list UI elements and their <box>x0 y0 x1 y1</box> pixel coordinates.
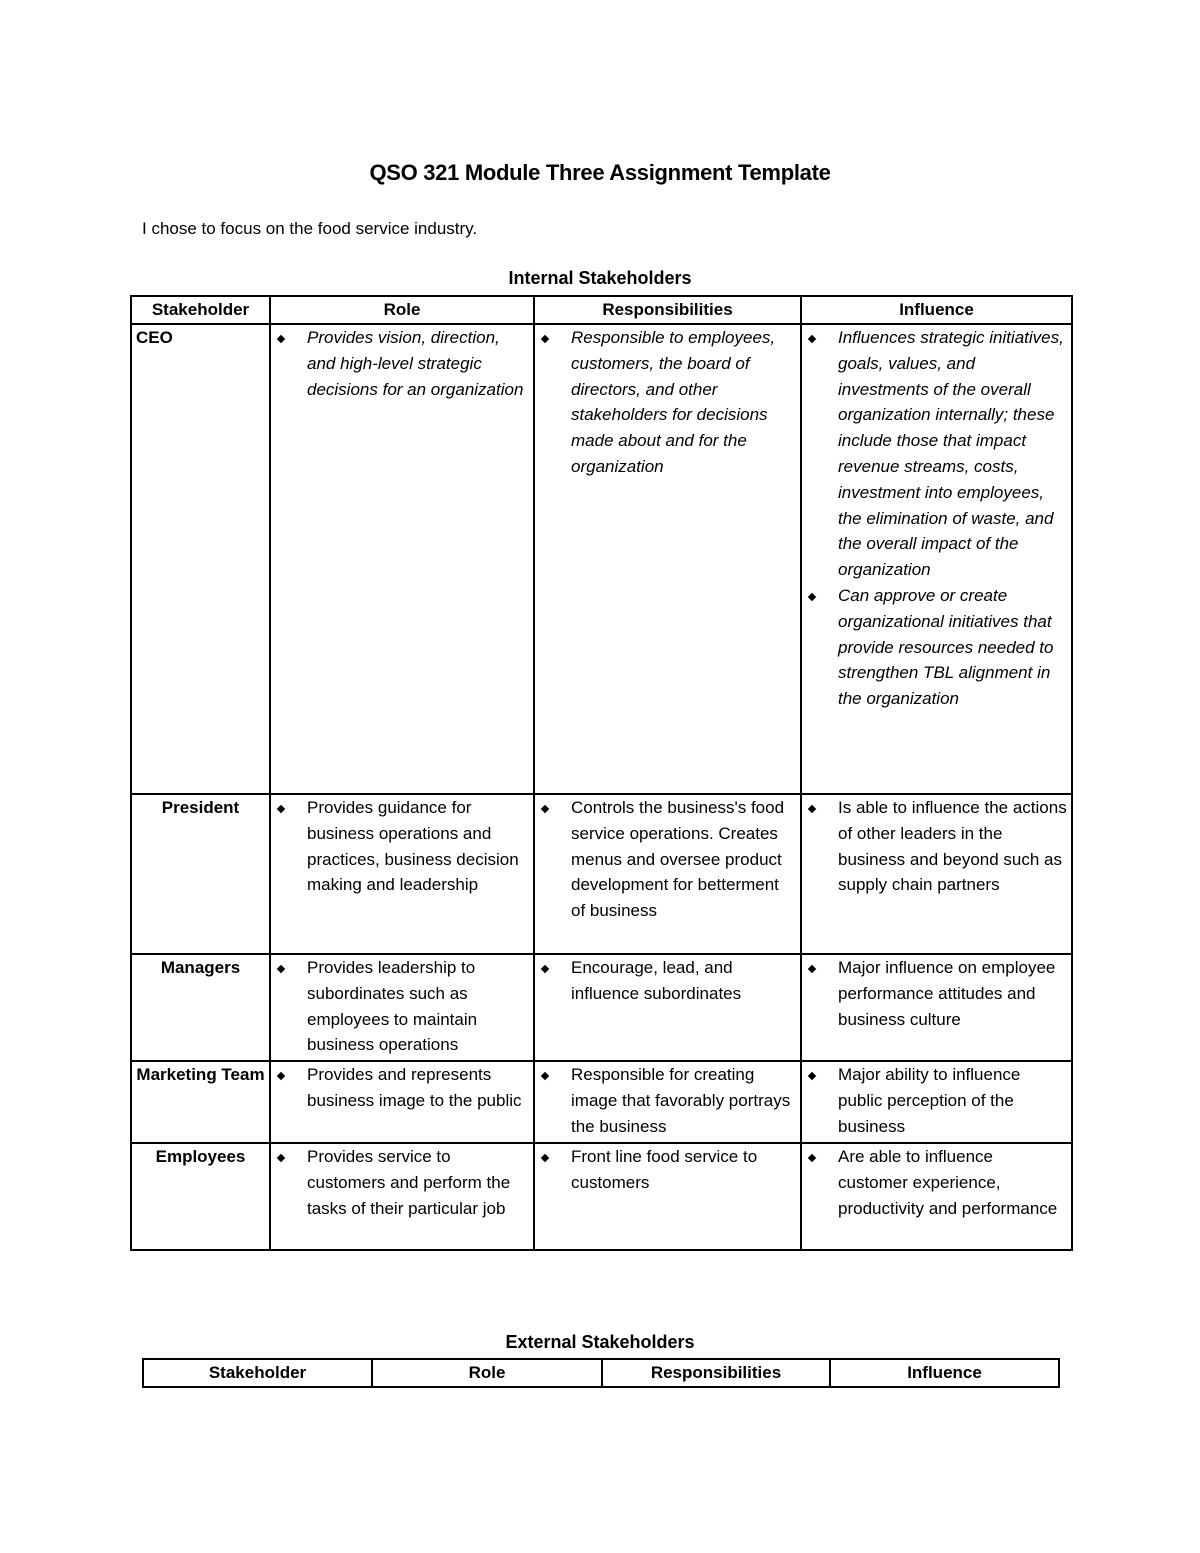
influence-cell <box>801 794 1072 954</box>
list-item: Major influence on employee performance attitudes and business culture <box>806 955 1067 1032</box>
role-cell <box>270 954 534 1061</box>
influence-cell <box>801 954 1072 1061</box>
table-row <box>131 954 1072 1061</box>
header-responsibilities: Responsibilities <box>602 1359 830 1387</box>
stakeholder-name: Marketing Team <box>131 1061 270 1143</box>
external-stakeholders-caption: External Stakeholders <box>505 1332 695 1352</box>
list-item: Can approve or create organizational initiatives that provide resources needed to strengthen TBL alignment in the organization <box>806 583 1067 712</box>
intro-text: I chose to focus on the food service industry. <box>142 219 478 238</box>
responsibilities-cell <box>534 794 801 954</box>
header-role: Role <box>270 296 534 324</box>
table-header-row <box>143 1359 1059 1387</box>
stakeholder-name: Managers <box>131 954 270 1061</box>
list-item: Provides and represents business image to the public <box>275 1062 529 1114</box>
role-cell <box>270 794 534 954</box>
list-item: Responsible to employees, customers, the board of directors, and other stakeholders for decisions made about and for the organization <box>539 325 796 480</box>
list-item: Influences strategic initiatives, goals, values, and investments of the overall organization internally; these include those that impact revenue streams, costs, investment into employees, the elimination of waste, and the overall impact of the organization <box>806 325 1067 583</box>
influence-cell <box>801 1061 1072 1143</box>
responsibilities-cell <box>534 1061 801 1143</box>
header-stakeholder: Stakeholder <box>143 1359 372 1387</box>
list-item: Provides service to customers and perform the tasks of their particular job <box>275 1144 529 1221</box>
header-role: Role <box>372 1359 602 1387</box>
responsibilities-cell <box>534 324 801 794</box>
document-title: QSO 321 Module Three Assignment Template <box>369 160 831 185</box>
header-responsibilities: Responsibilities <box>534 296 801 324</box>
table-row <box>131 794 1072 954</box>
list-item: Front line food service to customers <box>539 1144 796 1196</box>
header-influence: Influence <box>830 1359 1059 1387</box>
list-item: Responsible for creating image that favorably portrays the business <box>539 1062 796 1139</box>
stakeholder-name: President <box>131 794 270 954</box>
role-cell <box>270 1061 534 1143</box>
table-header-row <box>131 296 1072 324</box>
list-item: Is able to influence the actions of other leaders in the business and beyond such as supply chain partners <box>806 795 1067 898</box>
stakeholder-name: Employees <box>131 1143 270 1250</box>
role-cell <box>270 1143 534 1250</box>
table-row <box>131 1061 1072 1143</box>
external-stakeholders-table <box>142 1358 1060 1388</box>
role-cell <box>270 324 534 794</box>
internal-stakeholders-caption: Internal Stakeholders <box>508 268 692 288</box>
list-item: Are able to influence customer experience, productivity and performance <box>806 1144 1067 1221</box>
responsibilities-cell <box>534 954 801 1061</box>
header-stakeholder: Stakeholder <box>131 296 270 324</box>
responsibilities-cell <box>534 1143 801 1250</box>
influence-cell <box>801 324 1072 794</box>
list-item: Major ability to influence public perception of the business <box>806 1062 1067 1139</box>
influence-cell <box>801 1143 1072 1250</box>
header-influence: Influence <box>801 296 1072 324</box>
stakeholder-name: CEO <box>131 324 270 794</box>
list-item: Provides guidance for business operations and practices, business decision making and leadership <box>275 795 529 898</box>
list-item: Provides vision, direction, and high-level strategic decisions for an organization <box>275 325 529 402</box>
list-item: Controls the business's food service operations. Creates menus and oversee product development for betterment of business <box>539 795 796 924</box>
list-item: Provides leadership to subordinates such as employees to maintain business operations <box>275 955 529 1058</box>
internal-stakeholders-table <box>130 295 1073 1251</box>
list-item: Encourage, lead, and influence subordinates <box>539 955 796 1007</box>
table-row <box>131 1143 1072 1250</box>
table-row <box>131 324 1072 794</box>
